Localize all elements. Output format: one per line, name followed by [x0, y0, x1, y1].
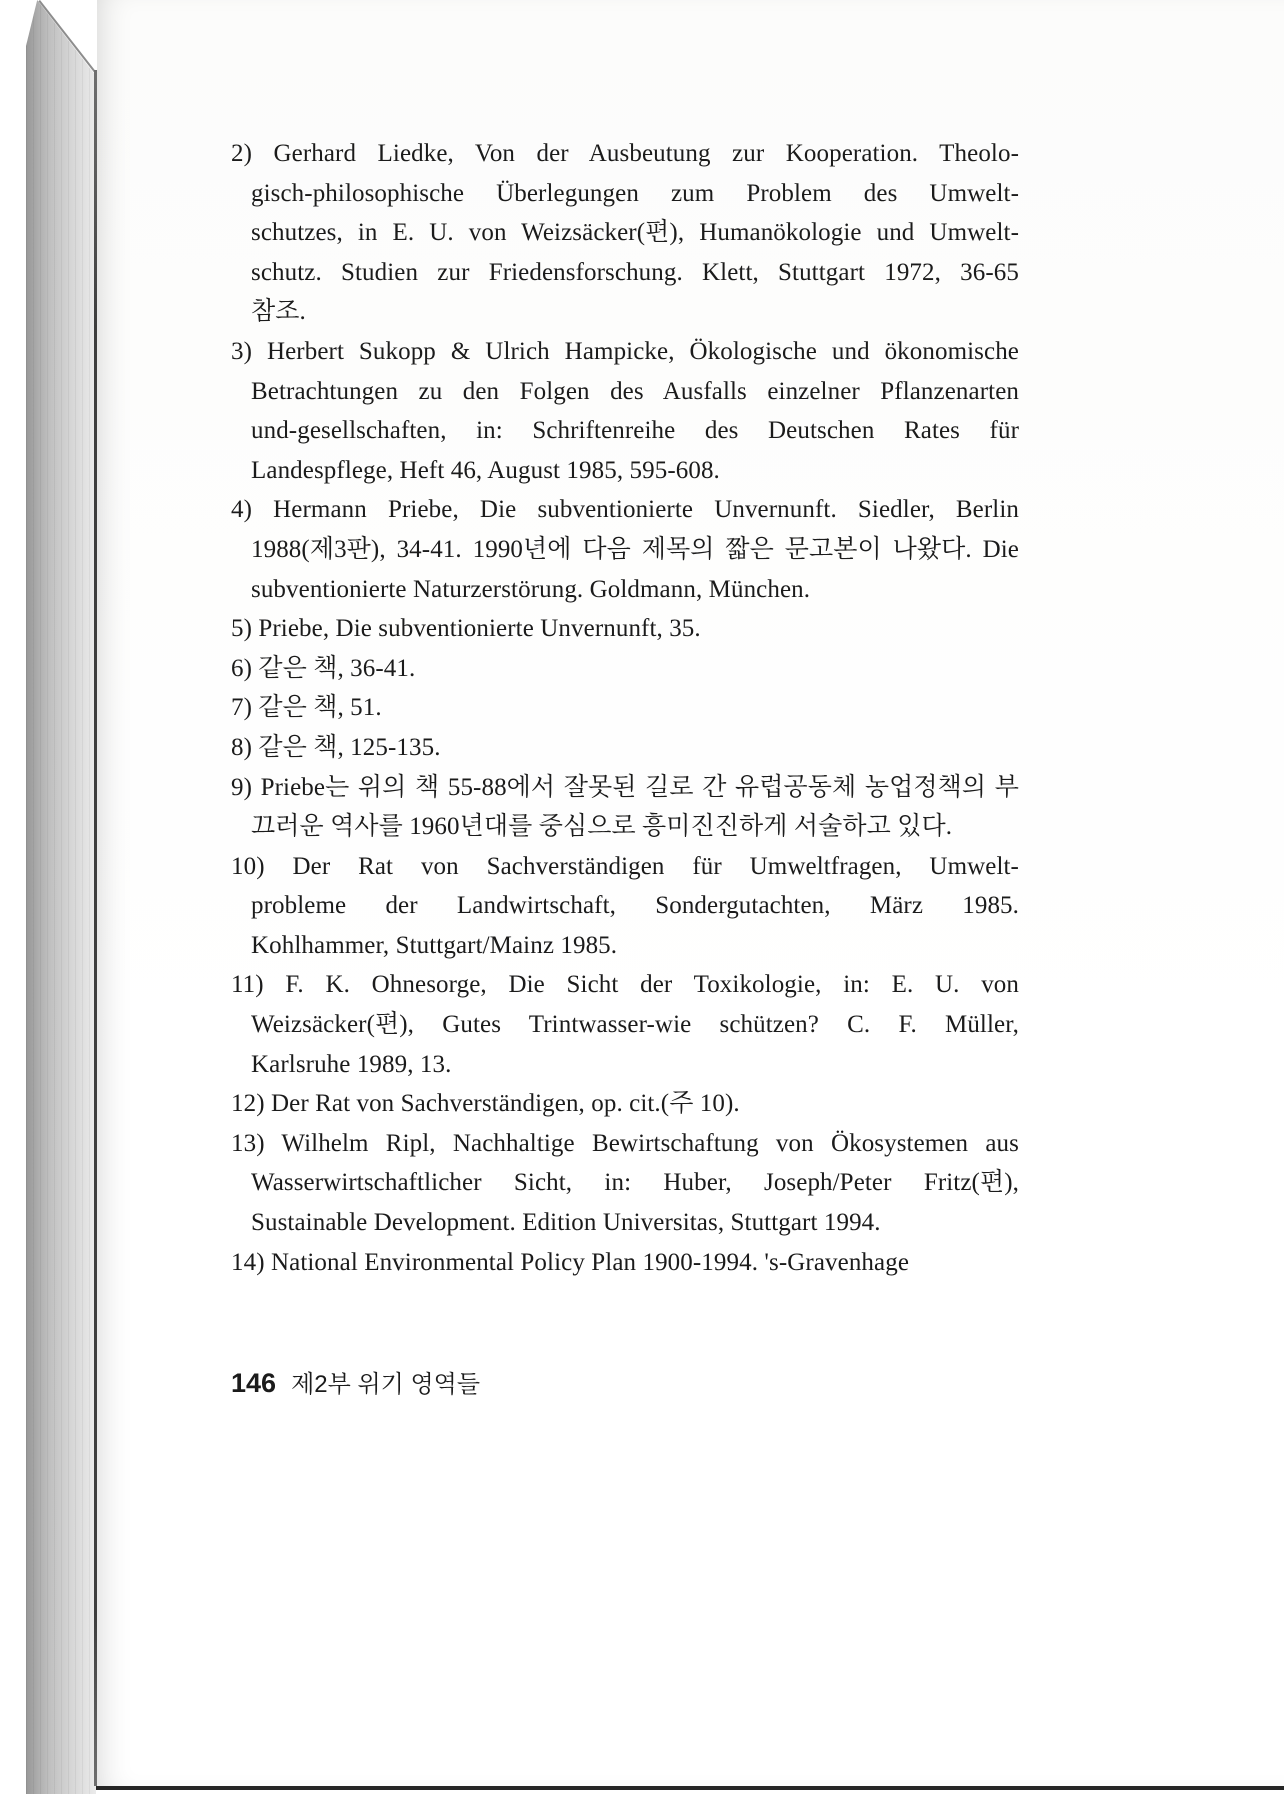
section-title: 제2부 위기 영역들	[291, 1371, 481, 1398]
endnote-14	[231, 1243, 1019, 1283]
page-bottom-edge-line	[96, 1786, 1284, 1790]
endnote-2	[231, 134, 1019, 332]
endnote-line: und-gesellschaften, in: Schriftenreihe des Deutschen Rates für	[251, 417, 1019, 445]
endnote-12	[231, 1084, 1019, 1124]
endnote-9	[231, 768, 1019, 847]
endnote-10	[231, 847, 1019, 966]
endnote-line: schutzes, in E. U. von Weizsäcker(편), Humanökologie und Umwelt-	[251, 219, 1019, 247]
endnote-line: 5) Priebe, Die subventionierte Unvernunft, 35.	[231, 615, 701, 643]
endnote-line: 9) Priebe는 위의 책 55-88에서 잘못된 길로 간 유럽공동체 농업정책의 부	[231, 773, 1019, 801]
endnote-line: probleme der Landwirtschaft, Sondergutachten, März 1985.	[251, 892, 1019, 920]
endnote-line: 6) 같은 책, 36-41.	[231, 654, 416, 682]
endnote-3	[231, 332, 1019, 490]
endnote-line: 11) F. K. Ohnesorge, Die Sicht der Toxikologie, in: E. U. von	[231, 971, 1019, 999]
endnote-line: 7) 같은 책, 51.	[231, 694, 382, 722]
endnote-line: 4) Hermann Priebe, Die subventionierte Unvernunft. Siedler, Berlin	[231, 496, 1019, 524]
endnote-line: 끄러운 역사를 1960년대를 중심으로 흥미진진하게 서술하고 있다.	[251, 813, 953, 841]
endnote-line: Wasserwirtschaftlicher Sicht, in: Huber, Joseph/Peter Fritz(편),	[251, 1169, 1019, 1197]
endnote-line: 13) Wilhelm Ripl, Nachhaltige Bewirtschaftung von Ökosystemen aus	[231, 1129, 1019, 1157]
endnote-5	[231, 609, 1019, 649]
endnote-4	[231, 490, 1019, 609]
endnote-line: Karlsruhe 1989, 13.	[251, 1050, 452, 1078]
endnote-line: 2) Gerhard Liedke, Von der Ausbeutung zur Kooperation. Theolo-	[231, 140, 1019, 167]
endnote-7	[231, 688, 1019, 728]
endnote-8	[231, 728, 1019, 768]
page	[97, 0, 1284, 1786]
endnote-line: 참조.	[251, 298, 306, 326]
endnote-line: Kohlhammer, Stuttgart/Mainz 1985.	[251, 931, 618, 959]
endnote-line: 1988(제3판), 34-41. 1990년에 다음 제목의 짧은 문고본이 나왔다. Die	[251, 535, 1019, 563]
endnote-line: Sustainable Development. Edition Universitas, Stuttgart 1994.	[251, 1209, 881, 1237]
endnote-line: schutz. Studien zur Friedensforschung. Klett, Stuttgart 1972, 36-65	[251, 258, 1019, 286]
page-number: 146	[231, 1368, 277, 1398]
endnote-line: Landespflege, Heft 46, August 1985, 595-608.	[251, 456, 720, 484]
endnotes-list	[231, 134, 1019, 1282]
endnote-13	[231, 1124, 1019, 1243]
endnote-line: subventionierte Naturzerstörung. Goldmann, München.	[251, 575, 811, 603]
endnote-line: 12) Der Rat von Sachverständigen, op. cit.(주 10).	[231, 1090, 740, 1118]
endnote-line: 14) National Environmental Policy Plan 1900-1994. 's-Gravenhage	[231, 1248, 910, 1276]
endnote-6	[231, 649, 1019, 689]
endnote-line: 10) Der Rat von Sachverständigen für Umweltfragen, Umwelt-	[231, 852, 1019, 880]
book-page-stack-edge	[26, 0, 96, 1794]
page-footer	[231, 1366, 480, 1405]
endnote-line: Weizsäcker(편), Gutes Trintwasser-wie schützen? C. F. Müller,	[251, 1011, 1019, 1039]
endnote-line: 3) Herbert Sukopp & Ulrich Hampicke, Ökologische und ökonomische	[231, 337, 1019, 365]
endnote-11	[231, 965, 1019, 1084]
endnote-line: Betrachtungen zu den Folgen des Ausfalls einzelner Pflanzenarten	[251, 377, 1019, 405]
endnote-line: 8) 같은 책, 125-135.	[231, 733, 441, 761]
endnote-line: gisch-philosophische Überlegungen zum Problem des Umwelt-	[251, 179, 1019, 207]
